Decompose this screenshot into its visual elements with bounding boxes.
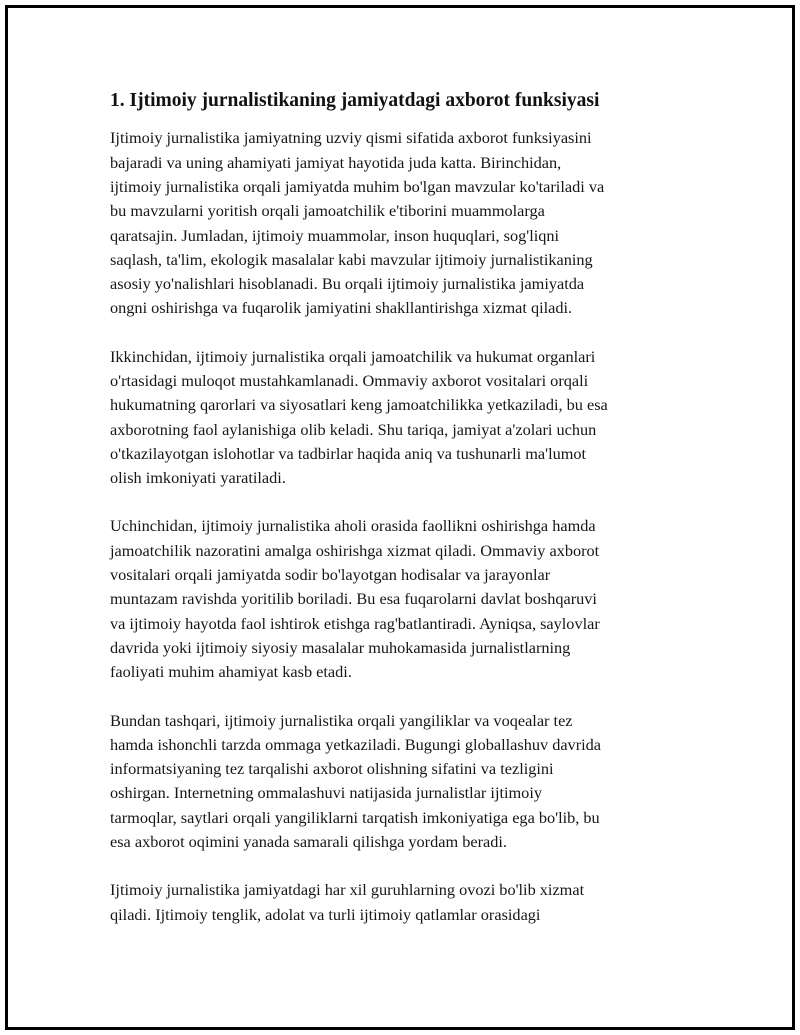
text-line: ongni oshirishga va fuqarolik jamiyatini shakllantirishga xizmat qiladi. [110, 298, 573, 318]
text-line: oshirgan. Internetning ommalashuvi natijasida jurnalistlar ijtimoiy [110, 783, 542, 803]
paragraph-1 [110, 126, 690, 320]
text-line: bu mavzularni yoritish orqali jamoatchilik e'tiborini muammolarga [110, 201, 545, 221]
text-line: informatsiyaning tez tarqalishi axborot olishning sifatini va tezligini [110, 759, 554, 779]
text-line: esa axborot oqimini yanada samarali qilishga yordam beradi. [110, 832, 507, 852]
text-line: bajaradi va uning ahamiyati jamiyat hayotida juda katta. Birinchidan, [110, 152, 562, 172]
text-line: tarmoqlar, saytlari orqali yangiliklarni tarqatish imkoniyatiga ega bo'lib, bu [110, 807, 600, 827]
text-line: Uchinchidan, ijtimoiy jurnalistika aholi orasida faollikni oshirishga hamda [110, 516, 596, 536]
paragraph-3 [110, 514, 690, 684]
text-line: vositalari orqali jamiyatda sodir bo'layotgan hodisalar va jarayonlar [110, 565, 551, 585]
text-line: qiladi. Ijtimoiy tenglik, adolat va turli ijtimoiy qatlamlar orasidagi [110, 904, 541, 924]
text-line: saqlash, ta'lim, ekologik masalalar kabi mavzular ijtimoiy jurnalistikaning [110, 249, 593, 269]
paragraph-4 [110, 709, 690, 855]
text-line: asosiy yo'nalishlari hisoblanadi. Bu orqali ijtimoiy jurnalistika jamiyatda [110, 274, 585, 294]
text-line: Ikkinchidan, ijtimoiy jurnalistika orqali jamoatchilik va hukumat organlari [110, 346, 596, 366]
text-line: qaratsajin. Jumladan, ijtimoiy muammolar, inson huquqlari, sog'liqni [110, 225, 560, 245]
text-line: faoliyati muhim ahamiyat kasb etadi. [110, 662, 352, 682]
text-line: Ijtimoiy jurnalistika jamiyatning uzviy qismi sifatida axborot funksiyasini [110, 128, 592, 148]
text-line: ijtimoiy jurnalistika orqali jamiyatda muhim bo'lgan mavzular ko'tariladi va [110, 176, 605, 196]
text-line: muntazam ravishda yoritilib boriladi. Bu esa fuqarolarni davlat boshqaruvi [110, 589, 597, 609]
text-line: hukumatning qarorlari va siyosatlari keng jamoatchilikka yetkaziladi, bu esa [110, 395, 608, 415]
text-line: davrida yoki ijtimoiy siyosiy masalalar muhokamasida jurnalistlarning [110, 637, 571, 657]
document-body [110, 88, 690, 951]
text-line: o'rtasidagi muloqot mustahkamlanadi. Ommaviy axborot vositalari orqali [110, 370, 589, 390]
paragraph-2 [110, 345, 690, 491]
text-line: axborotning faol aylanishiga olib keladi. Shu tariqa, jamiyat a'zolari uchun [110, 419, 597, 439]
text-line: va ijtimoiy hayotda faol ishtirok etishga rag'batlantiradi. Ayniqsa, saylovlar [110, 613, 600, 633]
text-line: hamda ishonchli tarzda ommaga yetkaziladi. Bugungi globallashuv davrida [110, 734, 602, 754]
section-heading: 1. Ijtimoiy jurnalistikaning jamiyatdagi axborot funksiyasi [110, 90, 600, 111]
text-line: olish imkoniyati yaratiladi. [110, 468, 286, 488]
text-line: jamoatchilik nazoratini amalga oshirishga xizmat qiladi. Ommaviy axborot [110, 540, 600, 560]
paragraph-5 [110, 878, 690, 927]
text-line: o'tkazilayotgan islohotlar va tadbirlar haqida aniq va tushunarli ma'lumot [110, 443, 587, 463]
text-line: Ijtimoiy jurnalistika jamiyatdagi har xil guruhlarning ovozi bo'lib xizmat [110, 880, 585, 900]
text-line: Bundan tashqari, ijtimoiy jurnalistika orqali yangiliklar va voqealar tez [110, 710, 573, 730]
